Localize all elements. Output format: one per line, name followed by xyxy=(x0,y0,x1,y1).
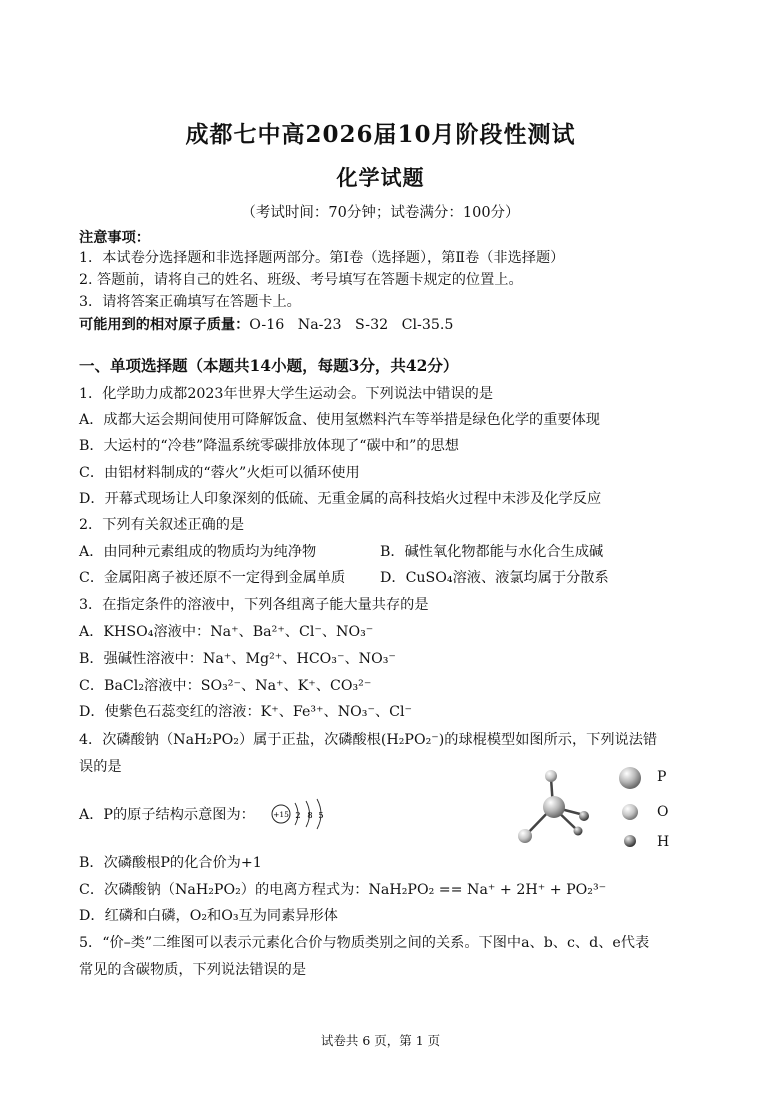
page-subtitle: 化学试题 xyxy=(336,165,425,190)
q5-stem-line2: 常见的含碳物质，下列说法错误的是 xyxy=(79,962,307,978)
q4-option-c: C．次磷酸钠（NaH₂PO₂）的电离方程式为：NaH₂PO₂ == Na⁺ + 2H⁺ + PO₂³⁻ xyxy=(79,882,607,898)
q4-option-a: A．P的原子结构示意图为： xyxy=(79,807,255,823)
ball-stick-model xyxy=(505,760,605,860)
atom-structure-diagram xyxy=(268,797,338,831)
q1-stem: 1．化学助力成都2023年世界大学生运动会。下列说法中错误的是 xyxy=(79,386,494,402)
note-item-3: 3．请将答案正确填写在答题卡上。 xyxy=(79,294,301,310)
q4-stem-line1: 4．次磷酸钠（NaH₂PO₂）属于正盐，次磷酸根(H₂PO₂⁻)的球棍模型如图所示，下列说法错 xyxy=(79,732,658,748)
page-footer: 试卷共 6 页，第 1 页 xyxy=(320,1033,441,1048)
atomic-mass-values: O-16 Na-23 S-32 Cl-35.5 xyxy=(249,317,454,333)
q4-stem-line2: 误的是 xyxy=(79,759,122,775)
q3-option-c: C．BaCl₂溶液中：SO₃²⁻、Na⁺、K⁺、CO₃²⁻ xyxy=(79,678,372,694)
o-atom-ball xyxy=(545,770,557,782)
q1-option-c: C．由铝材料制成的“蓉火”火炬可以循环使用 xyxy=(79,465,360,481)
notes-heading: 注意事项： xyxy=(79,230,150,246)
q2-option-b: B．碱性氧化物都能与水化合生成碱 xyxy=(380,544,604,560)
note-item-1: 1．本试卷分选择题和非选择题两部分。第Ⅰ卷（选择题），第Ⅱ卷（非选择题） xyxy=(79,250,565,266)
legend-o-label: O xyxy=(657,804,669,820)
legend-p-ball xyxy=(617,765,643,791)
exam-info: （考试时间：70分钟；试卷满分：100分） xyxy=(241,205,520,221)
atomic-mass-label: 可能用到的相对原子质量： xyxy=(79,317,250,333)
q2-option-a: A．由同种元素组成的物质均为纯净物 xyxy=(79,544,317,560)
q3-option-d: D．使紫色石蕊变红的溶液：K⁺、Fe³⁺、NO₃⁻、Cl⁻ xyxy=(79,704,413,720)
q3-option-b: B．强碱性溶液中：Na⁺、Mg²⁺、HCO₃⁻、NO₃⁻ xyxy=(79,651,396,667)
q5-stem-line1: 5．“价–类”二维图可以表示元素化合价与物质类别之间的关系。下图中a、b、c、d、e代表 xyxy=(79,935,650,951)
q4-option-b: B．次磷酸根P的化合价为+1 xyxy=(79,855,262,871)
q2-option-d: D．CuSO₄溶液、液氯均属于分散系 xyxy=(380,570,609,586)
atom-nucleus-label: +15 xyxy=(273,810,289,819)
q1-option-b: B．大运村的“冷巷”降温系统零碳排放体现了“碳中和”的思想 xyxy=(79,438,459,454)
note-item-2: 2. 答题前，请将自己的姓名、班级、考号填写在答题卡规定的位置上。 xyxy=(79,272,523,288)
legend-h-ball xyxy=(622,833,638,849)
h-atom-ball xyxy=(574,827,583,836)
q3-stem: 3．在指定条件的溶液中，下列各组离子能大量共存的是 xyxy=(79,597,429,613)
q2-option-c: C．金属阳离子被还原不一定得到金属单质 xyxy=(79,570,346,586)
page-title: 成都七中高2026届10月阶段性测试 xyxy=(185,121,576,148)
q3-option-a: A．KHSO₄溶液中：Na⁺、Ba²⁺、Cl⁻、NO₃⁻ xyxy=(79,624,374,640)
h-atom-ball xyxy=(579,811,589,821)
section-heading: 一、单项选择题（本题共14小题，每题3分，共42分） xyxy=(79,356,459,375)
atom-shell-3: 5 xyxy=(318,811,324,821)
q1-option-d: D．开幕式现场让人印象深刻的低硫、无重金属的高科技焰火过程中未涉及化学反应 xyxy=(79,491,602,507)
atomic-mass-line xyxy=(79,316,453,334)
legend-p-label: P xyxy=(657,769,667,785)
legend-o-ball xyxy=(620,802,640,822)
q2-stem: 2．下列有关叙述正确的是 xyxy=(79,517,245,533)
legend-h-label: H xyxy=(657,834,670,850)
q1-option-a: A．成都大运会期间使用可降解饭盒、使用氢燃料汽车等举措是绿色化学的重要体现 xyxy=(79,412,600,428)
atom-shell-2: 8 xyxy=(307,811,313,821)
q4-option-d: D．红磷和白磷，O₂和O₃互为同素异形体 xyxy=(79,908,338,924)
atom-shell-1: 2 xyxy=(295,811,301,821)
p-atom-ball xyxy=(543,796,565,818)
o-atom-ball xyxy=(518,829,532,843)
